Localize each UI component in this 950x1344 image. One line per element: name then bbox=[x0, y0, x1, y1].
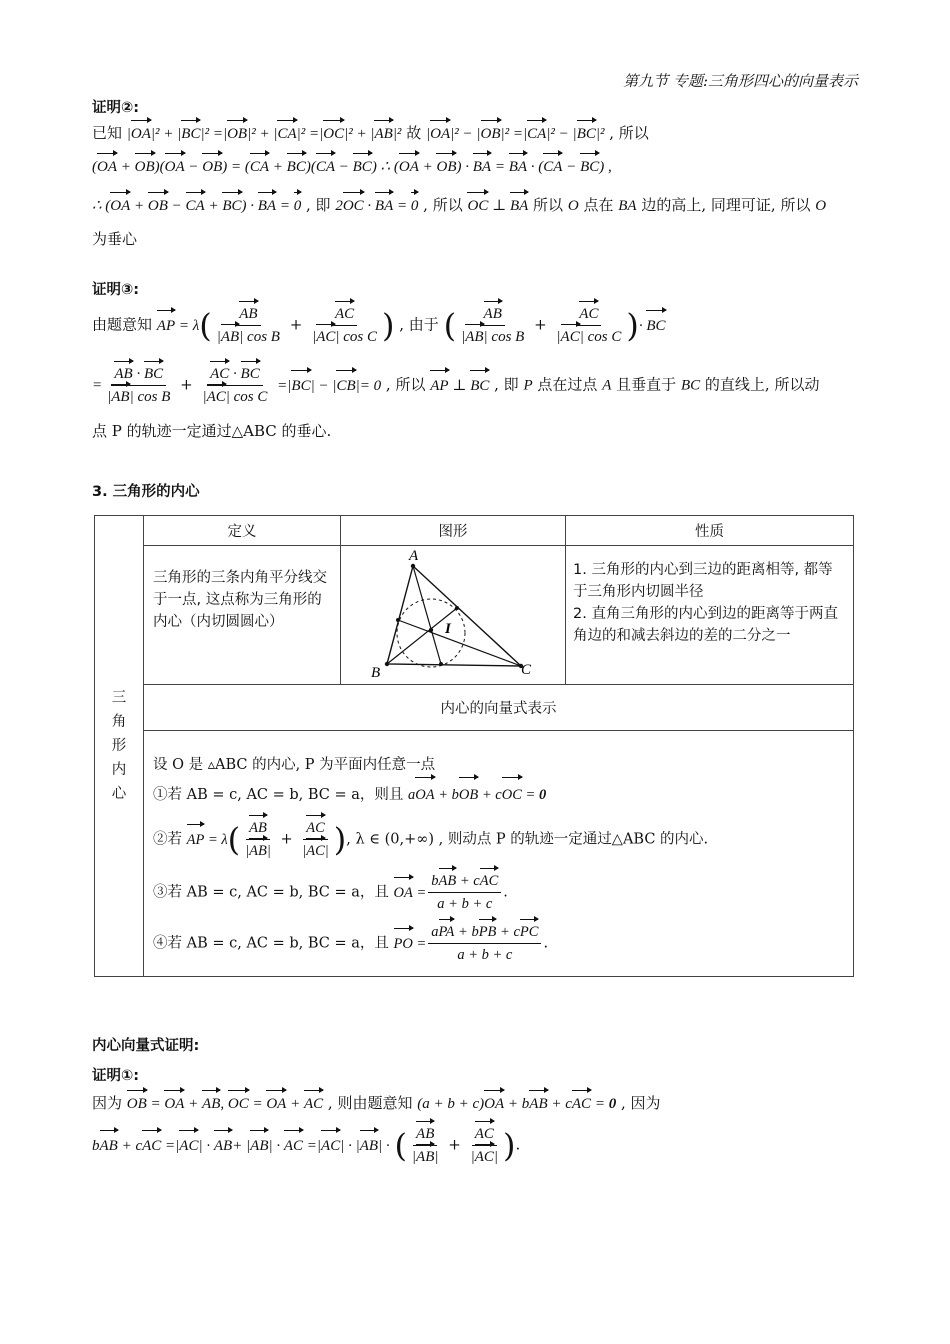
incenter-table bbox=[94, 515, 854, 977]
point-b bbox=[385, 662, 389, 666]
label-b: B bbox=[371, 665, 381, 680]
proof2-line1: 已知 |OA|² + |BC|² =|OB|² + |CA|² =|OC|² + |AB|² 故 |OA|² − |OB|² =|CA|² − |BC|² , 所以 bbox=[92, 122, 649, 145]
figure-cell bbox=[341, 546, 566, 685]
col-property: 性质 bbox=[566, 516, 854, 546]
point-i bbox=[429, 628, 433, 632]
vector-forms-cell bbox=[144, 731, 854, 977]
bisector-c bbox=[398, 620, 521, 666]
proof2-heading: 证明②: bbox=[92, 100, 140, 116]
vector-title-cell: 内心的向量式表示 bbox=[144, 685, 854, 731]
section3-title: 3. 三角形的内心 bbox=[92, 484, 200, 500]
foot-c bbox=[396, 618, 400, 622]
col-figure: 图形 bbox=[341, 516, 566, 546]
definition-cell: 三角形的三条内角平分线交于一点, 这点称为三角形的内心（内切圆圆心） bbox=[144, 546, 341, 685]
vec-item4: ④若 AB = c, AC = b, BC = a，且 PO = $\frac{\text{aPA + bPB + cPC}}{a + b + c}$ . bbox=[153, 924, 549, 963]
incenter-proof-heading: 内心向量式证明: bbox=[92, 1038, 200, 1054]
proof2-line2: (OA + OB)(OA − OB) = (CA + BC)(CA − BC) ∴ (OA + OB) · BA = BA · (CA − BC) , bbox=[92, 155, 612, 178]
triangle-abc bbox=[387, 566, 521, 666]
vec-item3: ③若 AB = c, AC = b, BC = a，且 OA = $\frac{\text{bAB + cAC}}{a + b + c}$ . bbox=[153, 873, 508, 912]
vec-intro: 设 O 是 ▵ABC 的内心, P 为平面内任意一点 bbox=[153, 757, 436, 773]
point-a bbox=[411, 564, 415, 568]
property-1: 1. 三角形的内心到三边的距离相等, 都等于三角形内切圆半径 bbox=[573, 562, 833, 600]
vec-item1: ①若 AB = c, AC = b, BC = a，则且 aOA + bOB + cOC = 0 bbox=[153, 780, 844, 810]
side-label-cell bbox=[95, 516, 144, 977]
proof2-line4: 为垂心 bbox=[92, 230, 138, 248]
incenter-proof-line2: bAB + cAC =|AC| · AB+ |AB| · AC =|AC| · |AB| · ( $\frac{AB}{|AB|}$ + $\frac{AC}{|AC|}$ ). bbox=[92, 1126, 521, 1165]
label-a: A bbox=[409, 548, 419, 564]
proof3-line2: = $\frac{AB \cdot BC}{\text{|AB| cos B}}$ + $\frac{AC \cdot BC}{\text{|AC| cos C}}$ =|BC| − |CB|= 0 , 所以 AP ⊥ BC , 即 P 点在过点 A 且垂直于 BC 的直线上, 所以动 bbox=[92, 366, 820, 405]
foot-b bbox=[455, 606, 459, 610]
incenter-figure bbox=[341, 546, 561, 680]
incenter-proof-line1: 因为 OB = OA + AB, OC = OA + AC , 则由题意知 (a + b + c)OA + bAB + cAC = 0 , 因为 bbox=[92, 1092, 661, 1115]
label-i: I bbox=[445, 621, 451, 637]
property-cell bbox=[566, 546, 854, 685]
side-label: 三角形内心 bbox=[111, 690, 127, 802]
proof3-line3: 点 P 的轨迹一定通过△ABC 的垂心. bbox=[92, 422, 332, 440]
page-header: 第九节 专题:三角形四心的向量表示 bbox=[623, 72, 858, 90]
foot-a bbox=[439, 662, 443, 666]
property-2: 2. 直角三角形的内心到边的距离等于两直角边的和减去斜边的差的二分之一 bbox=[573, 606, 838, 644]
incenter-proof-sub: 证明①: bbox=[92, 1068, 140, 1084]
col-definition: 定义 bbox=[144, 516, 341, 546]
proof3-heading: 证明③: bbox=[92, 282, 140, 298]
proof3-line1: 由题意知 AP = λ( $\frac{AB}{\text{|AB| cos B}}$ + $\frac{AC}{\text{|AC| cos C}}$ ) , 由于 ( $\frac{AB}{\text{|AB| cos B}}$ + $\frac{AC}{\text{|AC| cos C}}$ )· BC bbox=[92, 306, 666, 345]
vec-item2: ②若 AP = λ( $\frac{AB}{|AB|}$ + $\frac{AC}{|AC|}$ ), λ ∈ (0,+∞) , 则动点 P 的轨迹一定通过△ABC 的内心. bbox=[153, 820, 709, 859]
label-c: C bbox=[521, 662, 532, 678]
proof2-line3: ∴ (OA + OB − CA + BC) · BA = 0 , 即 2OC · BA = 0 , 所以 OC ⊥ BA 所以 O 点在 BA 边的高上, 同理可证, 所以 O bbox=[92, 194, 826, 217]
bisector-a bbox=[413, 566, 441, 664]
